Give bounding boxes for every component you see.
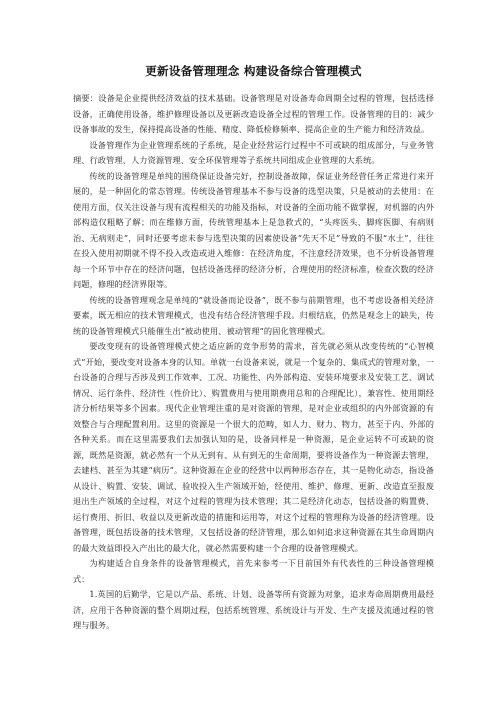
- body-paragraph: 要改变现有的设备管理模式使之适应新的竞争形势的需求，首先就必须从改变传统的“心智模式”开始，要改变对设备本身的认知。单就一台设备来说，就是一个复杂的、集成式的管理对象，一台设备的合理与否涉及到工作效率、工况、功能性、内外部构造、安装环境要求及安装工艺、调试情况、运行条件、经济性（性价比）、购置费用与使用期费用总和的合理配比），兼容性、使用期经济分析结果等多个因素。现代企业管理注重的是对资源的管理，是对企业或组织的内外部资源的有效整合与合理配置利用。这里的资源是一个很大的范畴，如人力、财力、物力，甚至于内、外部的各种关系。而在这里需要我们去加强认知的是，设备同样是一种资源，是企业运转不可或缺的资源，既然是资源，就必然有一个从无到有、从有到无的生命周期，要将设备作为一种资源去管理，去建档、甚至为其建“病历”。这种资源在企业的经营中以两种形态存在，其一是物化动态，指设备从设计、购置、安装、调试、验收投入生产领域开始，经使用、维护、修理、更新、改造直至报废退出生产领域的全过程，对这个过程的管理为技术管理；其二是经济化动态，包括设备的购置费、运行费用、折旧、收益以及更新改造的措施和运用等，对这个过程的管理称为设备的经济管理。设备管理，既包括设备的技术管理，又包括设备的经济管理，那么如何追求这种资源在其生命周期内的最大效益即投入产出比的最大化，就必然需要构建一个合理的设备管理模式。: [73, 341, 434, 553]
- body-paragraph: 设备管理作为企业管理系统的子系统，是企业经营运行过程中不可或缺的组成部分，与业务管理、行政管理、人力资源管理、安全环保管理等子系统共同组成企业管理的大系统。: [73, 139, 434, 165]
- body-paragraph: 为构建适合自身条件的设备管理模式，首先来参考一下目前国外有代表性的三种设备管理模式：: [73, 558, 434, 584]
- body-paragraph: 传统的设备管理是单纯的围绕保证设备完好，控制设备故障，保证业务经营任务正常进行来开展的，是一种固化的常态管理。传统设备管理基本不参与设备的选型决策，只是被动的去使用：在使用方面，仅关注设备与现有流程相关的功能及指标，对设备的全面功能不做掌握，对机器的内外部构造仅粗略了解；而在维修方面，传统管理基本上是急救式的，“头疼医头、脚疼医脚、有病则治、无病则走”，同时还要考虑未参与选型决策的因素使设备“先天不足”导致的不服“水土”，往往在投入使用初期就不得不投入改造或进入维修：在经济角度，不注意经济效果，也不分析设备管理每一个环节中存在的经济问题，包括设备选择的经济分析，合理使用的经济标准，检查次数的经济问题，修理的经济界限等。: [73, 170, 434, 289]
- list-item-paragraph: 1.英国的后勤学，它是以产品、系统、计划、设备等所有资源为对象，追求寿命周期费用最经济，应用于各种资源的整个周期过程，包括系统管理、系统设计与开发、生产支援及流通过程的管理与服务。: [73, 589, 434, 630]
- abstract-paragraph: 摘要：设备是企业提供经济效益的技术基础。设备管理是对设备寿命周期全过程的管理，包括选择设备，正确使用设备，维护修理设备以及更新改造设备全过程的管理工作。设备管理的目的：减少设备事故的发生，保持提高设备的性能、精度、降低检修频率、提高企业的生产能力和经济效益。: [73, 93, 434, 134]
- document-title: 更新设备管理理念 构建设备综合管理模式: [145, 64, 362, 78]
- body-paragraph: 传统的设备管理观念是单纯的“就设备而论设备”，既不参与前期管理，也不考虑设备相关经济要素，既无相应的技术管理模式，也没有结合经济管理手段。归根结底，仍然是观念上的缺失，传统的设备管理模式只能催生出“被动使用、被动管理”的固化管理模式。: [73, 294, 434, 336]
